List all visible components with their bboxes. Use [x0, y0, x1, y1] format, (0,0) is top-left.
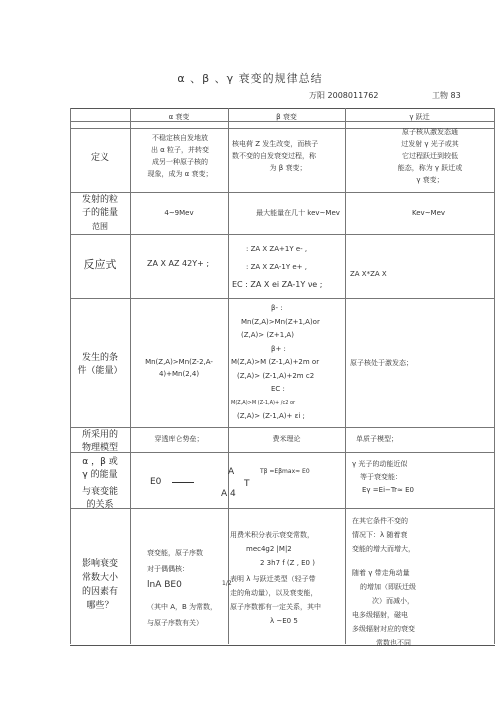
text-line: 多级辐射对应的衰变 [352, 625, 415, 633]
text-line: EC : [271, 385, 285, 393]
row-label-relation [70, 456, 130, 512]
reaction-alpha: ZA X AZ 42Y+ ; [147, 259, 210, 268]
model-gamma: 单质子模型； [356, 435, 398, 443]
text-line: 发射的粒 [81, 195, 118, 205]
department-info: 工物 83 [432, 91, 461, 100]
text-line: 现象，成为 α 衰变； [147, 170, 213, 178]
row-label-definition: 定义 [90, 153, 109, 163]
text-line: 用费米积分表示衰变常数， [230, 531, 314, 539]
row-divider [70, 452, 495, 453]
text-line: 的因素有 [81, 587, 118, 597]
reaction-beta [232, 240, 344, 294]
fraction-line [172, 482, 194, 483]
row-label-condition [70, 352, 130, 378]
text-line: 常数大小 [81, 573, 118, 583]
factors-gamma [352, 514, 492, 650]
page-title: α 、β 、γ 衰变的规律总结 [177, 72, 323, 85]
col-header-alpha: α 衰变 [168, 113, 190, 121]
text-line: γ 光子的动能近似 [352, 460, 408, 468]
row-label-reaction: 反应式 [83, 258, 117, 271]
text-line: 情况下：λ 随着衰 [352, 531, 408, 539]
col-divider [494, 108, 495, 644]
text-line: 表明 λ 与跃迁类型（轻子带 [230, 575, 316, 583]
text-line: 对于偶偶核： [147, 565, 189, 573]
text-line: 影响衰变 [81, 559, 118, 569]
text-line: β- : [271, 304, 283, 312]
text-line: (Z,A)> (Z-1,A)+2m c2 [237, 371, 315, 380]
condition-alpha [130, 356, 228, 380]
text-line: 与原子序数有关） [147, 619, 203, 627]
relation-alpha-e0: E0 [150, 477, 162, 487]
relation-alpha-t: T [244, 479, 250, 489]
text-line: 子的能量 [81, 208, 118, 218]
row-divider [70, 234, 495, 235]
text-line: 原子核从激发态通 [402, 128, 458, 136]
text-line: 不稳定核自发地放 [152, 134, 208, 142]
definition-beta [232, 138, 344, 174]
model-beta: 费米理论 [272, 435, 301, 443]
text-line: 能态，称为 γ 跃迁或 [397, 164, 463, 172]
text-line: Eγ =Ei−Tr≈ E0 [362, 486, 414, 494]
text-line: 走的角动量），以及衰变能， [230, 589, 318, 597]
text-line: 与衰变能 [81, 487, 118, 497]
text-line: Mn(Z,A)>Mn(Z-2,A- [145, 358, 213, 366]
text-line: β+ : [271, 344, 286, 353]
text-line: 4)+Mn(2,4) [158, 370, 200, 378]
definition-alpha [132, 132, 228, 180]
text-line: 出 α 粒子，并转变 [150, 146, 210, 154]
text-line: 衰变能，原子序数 [147, 549, 203, 557]
relation-beta: Tβ =Eβmax≈ E0 [260, 468, 310, 475]
col-header-beta: β 衰变 [276, 113, 297, 121]
text-line: λ ~E0 5 [270, 617, 298, 625]
relation-alpha-a: A [228, 467, 235, 477]
text-line: 件（能量） [77, 366, 123, 376]
text-line: M(Z,A)>M (Z-1,A)+ /c2 or [231, 399, 296, 406]
reaction-gamma: ZA X*ZA X [350, 270, 387, 278]
factors-alpha-exponent: 1/2 [222, 580, 232, 587]
row-label-factors [70, 557, 130, 613]
text-line: 它过程跃迁到较低 [402, 152, 458, 160]
factors-beta [230, 528, 345, 628]
text-line: (Z,A)> (Z-1,A)+ εi ; [237, 412, 305, 420]
text-line: Mn(Z,A)>Mn(Z+1,A)or [241, 317, 320, 326]
row-label-energy [70, 194, 130, 233]
text-line: 成另一种原子核的 [152, 158, 208, 166]
text-line: M(Z,A)>M (Z-1,A)+2m or [231, 358, 320, 366]
definition-gamma [370, 126, 490, 186]
text-line: 的关系 [86, 500, 114, 510]
text-line: 范围 [92, 222, 108, 231]
text-line: 电多级辐射，磁电 [352, 611, 408, 619]
text-line: (Z,A)> (Z+1,A) [241, 331, 294, 339]
author-info: 万阳 2008011762 [309, 91, 379, 100]
row-label-model [70, 429, 130, 455]
text-line: lnA BE0 [147, 580, 182, 590]
energy-gamma: Kev~Mev [412, 209, 446, 217]
text-line: 等于衰变能： [360, 473, 402, 481]
text-line: γ 衰变； [416, 176, 444, 184]
text-line: mec4g2 |M|2 [246, 545, 292, 553]
model-alpha: 穿透库仑势垒； [154, 435, 204, 443]
condition-beta [231, 302, 345, 424]
text-line: 在其它条件不变的 [352, 517, 408, 525]
relation-gamma [352, 458, 492, 497]
row-divider [70, 427, 495, 428]
text-line: 哪些？ [86, 601, 114, 611]
text-line: 的增加（即跃迁级 [360, 583, 416, 591]
condition-gamma: 原子核处于激发态； [350, 359, 413, 367]
text-line: 2 3h7 f (Z , E0 ) [260, 559, 315, 567]
text-line: （其中 A，B 为常数， [147, 603, 218, 611]
text-line: : ZA X ZA-1Y e+ , [246, 263, 307, 271]
text-line: 物理模型 [81, 443, 118, 453]
text-line: 变能的增大而增大， [352, 545, 415, 553]
text-line: : ZA X ZA+1Y e- , [246, 245, 308, 253]
row-divider [70, 192, 495, 193]
text-line: 所采用的 [81, 430, 118, 440]
text-line: EC : ZA X ei ZA-1Y νe ; [232, 280, 323, 289]
col-divider [345, 108, 346, 644]
factors-alpha [147, 545, 229, 631]
relation-alpha-a4: A 4 [221, 489, 236, 499]
text-line: 数不变的自发衰变过程，称 [232, 152, 316, 160]
text-line: 随着 γ 带走角动量 [352, 569, 410, 577]
text-line: 为 β 衰变； [269, 164, 307, 172]
row-divider [70, 508, 495, 509]
text-line: 次）而减小， [372, 597, 414, 605]
text-line: 核电荷 Z 发生改变，而核子 [232, 140, 319, 148]
col-header-gamma: γ 跃迁 [409, 113, 430, 121]
row-divider [70, 298, 495, 299]
text-line: 常数也不同 [376, 639, 411, 647]
text-line: α ，β 或 [82, 457, 118, 467]
text-line: γ 的能量 [82, 470, 118, 480]
energy-beta: 最大能量在几十 kev~Mev [256, 209, 340, 217]
energy-alpha: 4~9Mev [164, 209, 194, 217]
text-line: 原子序数都有一定关系，其中 [230, 603, 321, 611]
text-line: 过发射 γ 光子或其 [401, 140, 459, 148]
text-line: 发生的条 [81, 353, 118, 363]
